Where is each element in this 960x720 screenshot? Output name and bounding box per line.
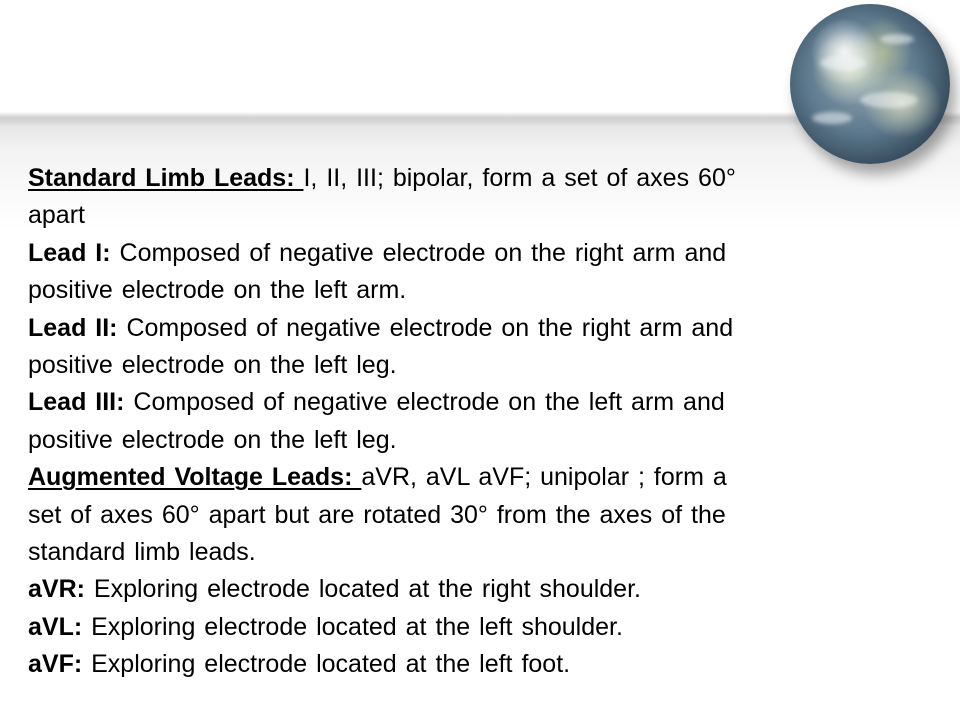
section-heading-augmented-voltage-leads: Augmented Voltage Leads: — [28, 463, 362, 492]
text-line — [28, 197, 908, 234]
text-line — [28, 272, 908, 309]
section-heading-lead-ii: Lead II: — [28, 313, 118, 342]
section-body: Composed of negative electrode on the left arm and — [124, 388, 725, 417]
section-heading-standard-limb-leads: Standard Limb Leads: — [28, 164, 304, 192]
section-body: standard limb leads. — [28, 538, 256, 567]
section-heading-lead-iii: Lead III: — [28, 388, 125, 417]
section-body: Exploring electrode located at the left shoulder. — [82, 612, 623, 641]
text-line — [28, 160, 908, 197]
earth-globe-icon — [790, 4, 950, 164]
text-line — [28, 571, 908, 608]
text-line — [28, 609, 908, 646]
section-body: set of axes 60° apart but are rotated 30° from the axes of the — [28, 500, 726, 529]
text-line — [28, 384, 908, 421]
section-heading-lead-i: Lead I: — [28, 238, 111, 267]
text-line — [28, 497, 908, 534]
text-line — [28, 422, 908, 459]
section-heading-avr: aVR: — [28, 575, 85, 604]
text-line — [28, 347, 908, 384]
section-body: apart — [28, 201, 85, 230]
section-body: positive electrode on the left leg. — [28, 425, 397, 454]
text-line — [28, 646, 908, 683]
section-body: positive electrode on the left leg. — [28, 351, 397, 380]
slide-body — [28, 160, 908, 684]
section-body: Exploring electrode located at the left foot. — [82, 650, 571, 679]
section-body: Composed of negative electrode on the right arm and — [117, 313, 734, 342]
section-body: Composed of negative electrode on the right arm and — [110, 238, 727, 267]
section-heading-avf: aVF: — [28, 650, 83, 679]
section-heading-avl: aVL: — [28, 612, 83, 641]
text-line — [28, 235, 908, 272]
section-body: Exploring electrode located at the right shoulder. — [84, 575, 641, 604]
section-body: I, II, III; bipolar, form a set of axes 60° — [303, 164, 736, 192]
text-line — [28, 459, 908, 496]
section-body: positive electrode on the left arm. — [28, 276, 407, 305]
text-line — [28, 534, 908, 571]
section-body: aVR, aVL aVF; unipolar ; form a — [361, 463, 727, 492]
text-line — [28, 310, 908, 347]
